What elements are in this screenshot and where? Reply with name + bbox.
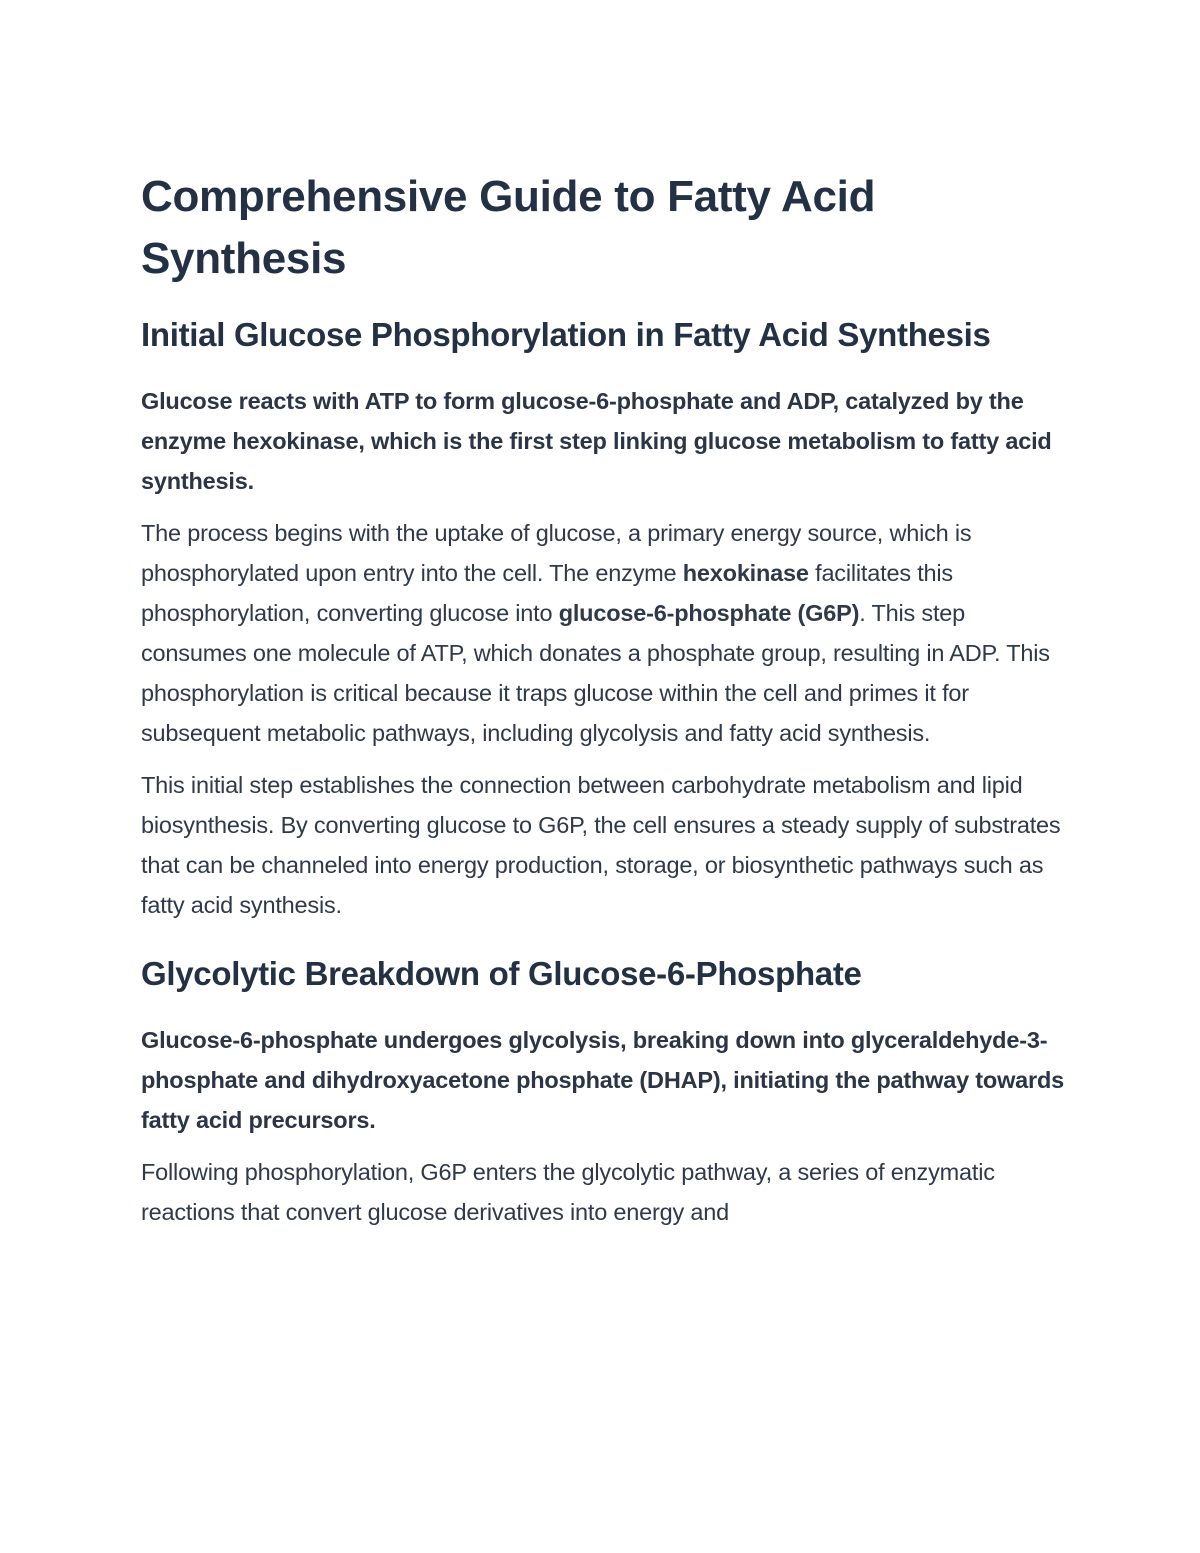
text-run: . This step consumes one molecule of ATP, which donates a phosphate group, resulting in ADP. This phosphorylation is critical because it traps glucose within the cell and primes it for subsequent metabolic pathways, including glycolysis and fatty acid synthesis. bbox=[141, 600, 1050, 746]
section-paragraph-glucose-phosphorylation-2: This initial step establishes the connection between carbohydrate metabolism and lipid biosynthesis. By converting glucose to G6P, the cell ensures a steady supply of substrates that can be channeled into energy production, storage, or biosynthetic pathways such as fatty acid synthesis. bbox=[141, 772, 1061, 918]
text-run: The process begins with the uptake of glucose, a primary energy source, which is phosphorylated upon entry into the cell. The enzyme bbox=[141, 520, 972, 586]
document-page bbox=[141, 166, 1066, 1232]
section-summary-glycolytic-breakdown: Glucose-6-phosphate undergoes glycolysis, breaking down into glyceraldehyde-3-phosphate and dihydroxyacetone phosphate (DHAP), initiating the pathway towards fatty acid precursors. bbox=[141, 1027, 1064, 1133]
text-run: facilitates this phosphorylation, converting glucose into bbox=[141, 560, 953, 626]
section-paragraph-glycolytic-breakdown-1: Following phosphorylation, G6P enters the glycolytic pathway, a series of enzymatic reactions that convert glucose derivatives into energy and bbox=[141, 1159, 995, 1225]
bold-term-hexokinase: hexokinase bbox=[682, 560, 809, 586]
section-paragraph-glucose-phosphorylation-1 bbox=[141, 513, 1066, 753]
bold-term-g6p: glucose-6-phosphate (G6P) bbox=[558, 600, 860, 626]
section-summary-glucose-phosphorylation: Glucose reacts with ATP to form glucose-6-phosphate and ADP, catalyzed by the enzyme hexokinase, which is the first step linking glucose metabolism to fatty acid synthesis. bbox=[141, 388, 1052, 494]
section-heading-glycolytic-breakdown: Glycolytic Breakdown of Glucose-6-Phosphate bbox=[141, 955, 862, 992]
page-title: Comprehensive Guide to Fatty Acid Synthesis bbox=[141, 172, 876, 283]
section-heading-glucose-phosphorylation: Initial Glucose Phosphorylation in Fatty Acid Synthesis bbox=[141, 316, 991, 353]
